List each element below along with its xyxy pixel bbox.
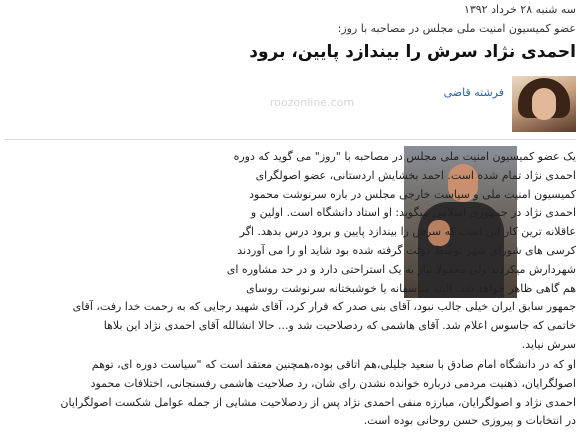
body-line: یک عضو کمیسیون امنیت ملی مجلس در مصاحبه با "روز" می گوید که دوره (233, 150, 576, 163)
author-photo (512, 76, 576, 132)
body-line: جمهور سابق ایران خیلی جالب نبود، آقای بنی صدر که فرار کرد، آقای شهید رجایی که به رحمت خدا رفت، آقای (72, 300, 576, 313)
body-line: کمیسیون امنیت ملی و سیاست خارجی مجلس در باره سرنوشت محمود (249, 187, 576, 201)
body-paragraph-3 (4, 356, 576, 431)
body-line: عاقلانه ترین کار این است که سرش را بیندازد پایین و برود درس بدهد. اگر (239, 225, 576, 239)
body-paragraph-2 (4, 298, 576, 354)
body-line: او که در دانشگاه امام صادق با سعید جلیلی،هم اتاقی بوده،همچنین معتقد است که "سیاست دوره ای، توهم (91, 358, 576, 371)
body-line: احمدی نژاد در جمهوری اسلامی میگوید: او استاد دانشگاه است. اولین و (250, 206, 576, 220)
body-line: خاتمی که جاسوس اعلام شد. آقای هاشمی که ردصلاحیت شد و... حالا انشالله آقای احمدی نژاد این بلاها (103, 318, 576, 332)
body-line: سرش نیاید. (521, 337, 576, 351)
body-line: هم گاهی ظاهر خواهد شد. البته متاسفانه یا خوشبختانه سرنوشت روسای (246, 281, 576, 295)
divider (4, 139, 576, 140)
body-line: شهردارش میکردند ولی معمولا نیاز به یک استراحتی دارد و در حد مشاوره ای (226, 262, 576, 276)
article-lead: عضو کمیسیون امنیت ملی مجلس در مصاحبه با روز: (337, 22, 576, 35)
body-line: کرسی های شورای شهر توسط دولت گرفته شده بود شاید او را می آوردند (237, 243, 576, 257)
watermark: roozonline.com (270, 96, 355, 109)
body-line: احمدی نژاد تمام شده است. احمد بخشایش اردستانی، عضو اصولگرای (255, 168, 576, 182)
article-headline[interactable]: احمدی نژاد سرش را بیندازد پایین، برود (249, 42, 576, 62)
article-date: سه شنبه ۲۸ خرداد ۱۳۹۲ (463, 3, 576, 16)
body-line: اصولگرایان، ذهنیت مردمی درباره خوانده نشدن رای شان، رد صلاحیت هاشمی رفسنجانی، اختلافات محمود (90, 376, 576, 390)
body-paragraph-1 (166, 148, 576, 298)
body-line: در انتخابات و پیروزی حسن روحانی بوده است. (363, 414, 576, 428)
author-name[interactable]: فرشته قاضی (443, 86, 504, 99)
body-line: احمدی نژاد و اصولگرایان، مبارزه منفی احمدی نژاد پس از ردصلاحیت مشایی از جمله عوامل شکست اصولگرایان (60, 395, 576, 409)
